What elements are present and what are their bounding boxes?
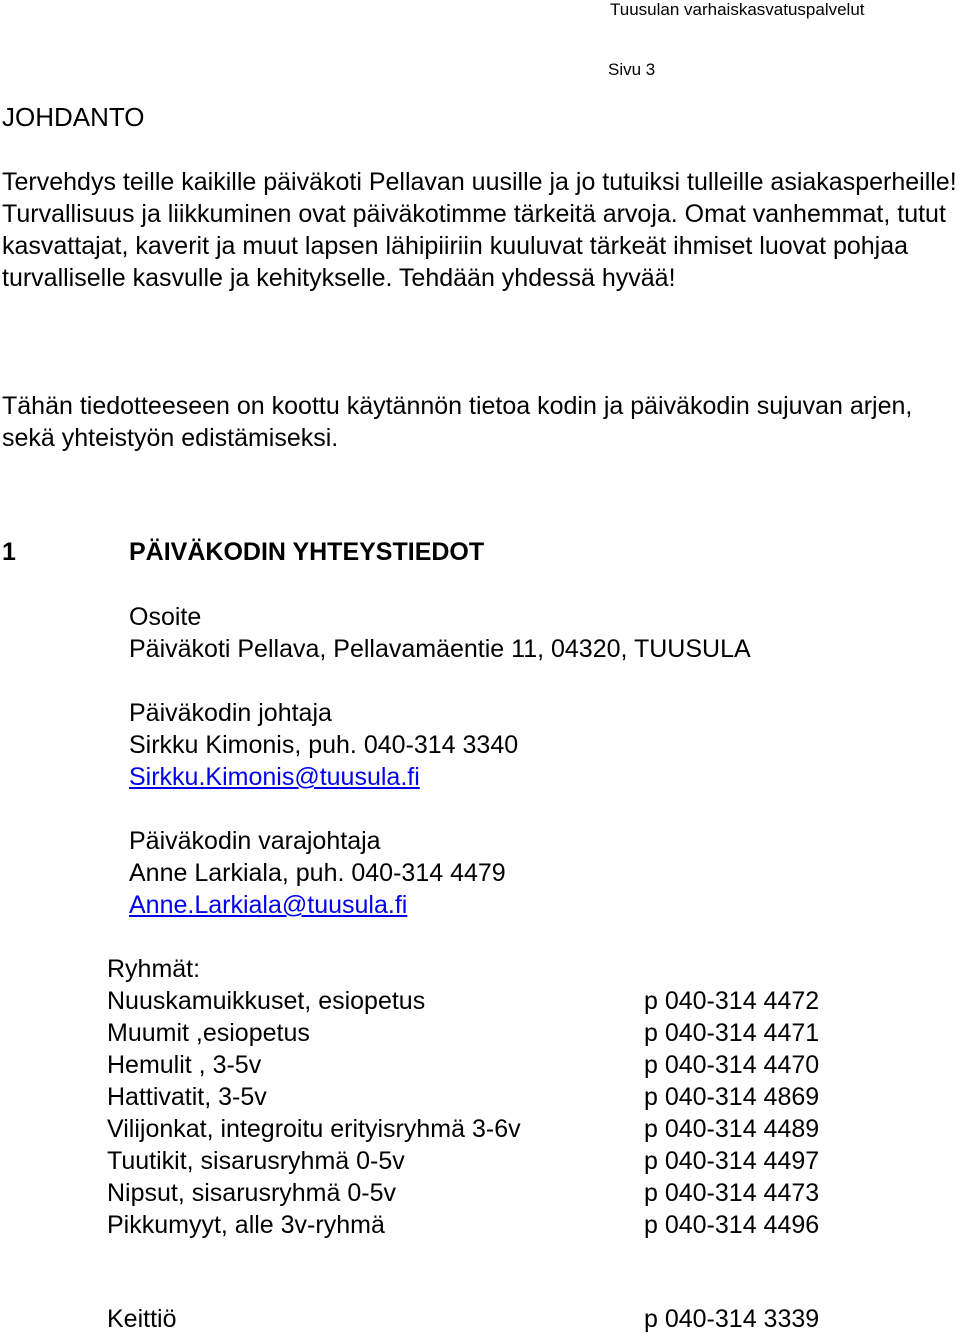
group-name: Tuutikit, sisarusryhmä 0-5v — [107, 1147, 405, 1175]
address-label: Osoite — [129, 603, 202, 631]
group-name: Hattivatit, 3-5v — [107, 1083, 267, 1111]
header-organization: Tuusulan varhaiskasvatuspalvelut — [610, 0, 865, 19]
page-number: Sivu 3 — [608, 60, 656, 79]
group-phone: p 040-314 4496 — [644, 1211, 820, 1239]
group-name: Hemulit , 3-5v — [107, 1051, 262, 1079]
intro-paragraph-1: Tervehdys teille kaikille päiväkoti Pellavan uusille ja jo tutuiksi tulleille asiakasperheille! Turvallisuus ja liikkuminen ovat päiväkotimme tärkeitä arvoja. Omat vanhemmat, tutut kasvattajat, kaverit ja muut lapsen lähipiiriin kuuluvat tärkeät ihmiset luovat pohjaa turvalliselle kasvulle ja kehitykselle. Tehdään yhdessä hyvää! — [2, 168, 957, 292]
deputy-contact: Anne Larkiala, puh. 040-314 4479 — [129, 859, 506, 887]
section-title-johdanto: JOHDANTO — [2, 102, 145, 132]
section-title-contacts: PÄIVÄKODIN YHTEYSTIEDOT — [129, 538, 485, 566]
group-name: Vilijonkat, integroitu erityisryhmä 3-6v — [107, 1115, 521, 1143]
group-phone: p 040-314 4869 — [644, 1083, 820, 1111]
group-phone: p 040-314 4470 — [644, 1051, 820, 1079]
group-name: Pikkumyyt, alle 3v-ryhmä — [107, 1211, 385, 1239]
director-email-link[interactable]: Sirkku.Kimonis@tuusula.fi — [129, 763, 420, 791]
group-name: Muumit ,esiopetus — [107, 1019, 310, 1047]
address-value: Päiväkoti Pellava, Pellavamäentie 11, 04320, TUUSULA — [129, 635, 751, 663]
intro-paragraph-2: Tähän tiedotteeseen on koottu käytännön tietoa kodin ja päiväkodin sujuvan arjen, sekä yhteistyön edistämiseksi. — [2, 392, 913, 452]
section-number: 1 — [2, 538, 16, 566]
director-label: Päiväkodin johtaja — [129, 699, 332, 727]
kitchen-name: Keittiö — [107, 1305, 177, 1333]
group-name: Nipsut, sisarusryhmä 0-5v — [107, 1179, 396, 1207]
group-phone: p 040-314 4472 — [644, 987, 820, 1015]
deputy-label: Päiväkodin varajohtaja — [129, 827, 381, 855]
group-phone: p 040-314 4497 — [644, 1147, 820, 1175]
groups-label: Ryhmät: — [107, 955, 201, 983]
director-contact: Sirkku Kimonis, puh. 040-314 3340 — [129, 731, 519, 759]
group-phone: p 040-314 4489 — [644, 1115, 820, 1143]
group-phone: p 040-314 4471 — [644, 1019, 820, 1047]
group-phone: p 040-314 4473 — [644, 1179, 820, 1207]
kitchen-phone: p 040-314 3339 — [644, 1305, 820, 1333]
group-name: Nuuskamuikkuset, esiopetus — [107, 987, 426, 1015]
deputy-email-link[interactable]: Anne.Larkiala@tuusula.fi — [129, 891, 408, 919]
